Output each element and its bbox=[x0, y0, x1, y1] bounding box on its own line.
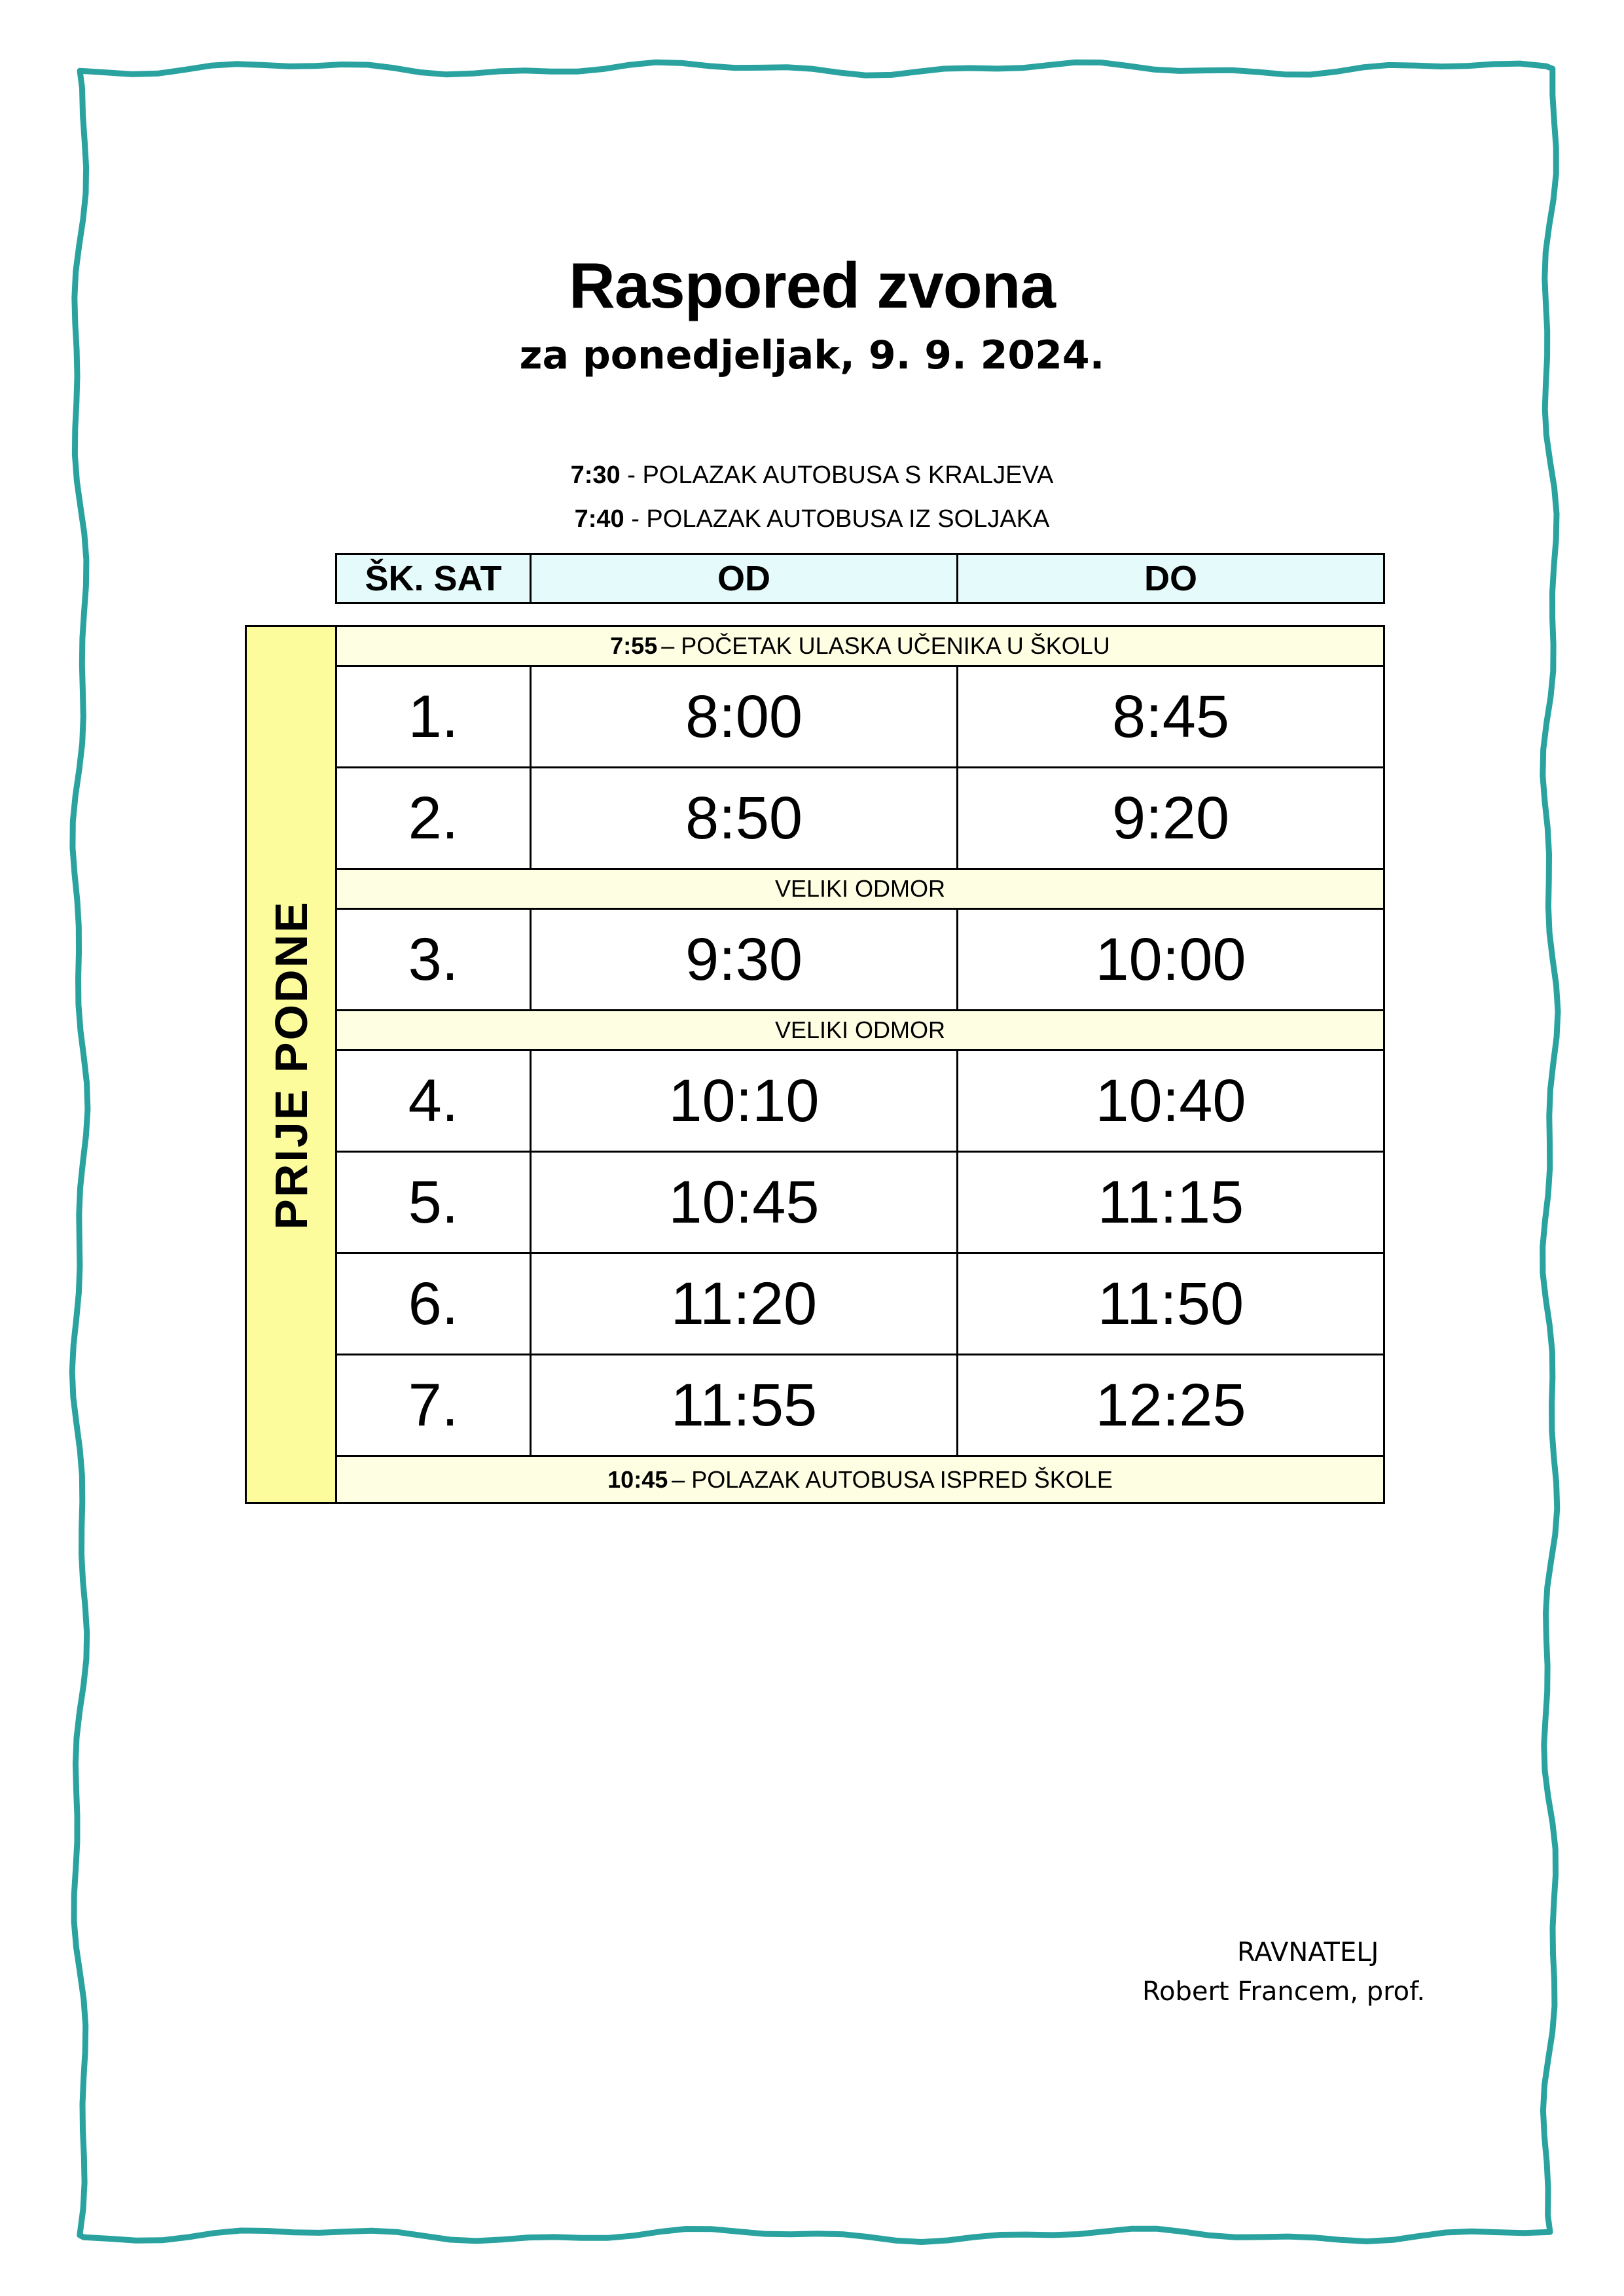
header-from: OD bbox=[530, 553, 958, 604]
period-1-from: 8:00 bbox=[530, 665, 958, 768]
period-6-number: 6. bbox=[335, 1252, 532, 1355]
bus-note-1-text: - POLAZAK AUTOBUSA S KRALJEVA bbox=[620, 461, 1054, 489]
period-7-to: 12:25 bbox=[956, 1354, 1385, 1457]
period-3-number: 3. bbox=[335, 908, 532, 1011]
period-4-to: 10:40 bbox=[956, 1049, 1385, 1153]
bus-note-2-text: - POLAZAK AUTOBUSA IZ SOLJAKA bbox=[624, 505, 1050, 533]
signature-role: RAVNATELJ bbox=[1237, 1937, 1379, 1967]
period-5-from: 10:45 bbox=[530, 1151, 958, 1254]
header-period: ŠK. SAT bbox=[335, 553, 532, 604]
break-row-1: VELIKI ODMOR bbox=[335, 868, 1385, 910]
end-note-time: 10:45 bbox=[607, 1465, 668, 1493]
period-6-to: 11:50 bbox=[956, 1252, 1385, 1355]
signature-name: Robert Francem, prof. bbox=[1142, 1977, 1426, 2007]
side-label-morning bbox=[245, 625, 337, 1504]
end-note-text: – POLAZAK AUTOBUSA ISPRED ŠKOLE bbox=[672, 1465, 1113, 1493]
period-5-number: 5. bbox=[335, 1151, 532, 1254]
period-2-from: 8:50 bbox=[530, 766, 958, 870]
end-note-row bbox=[335, 1455, 1385, 1504]
period-2-number: 2. bbox=[335, 766, 532, 870]
start-note-text: – POČETAK ULASKA UČENIKA U ŠKOLU bbox=[661, 632, 1110, 659]
bus-note-2-time: 7:40 bbox=[574, 505, 624, 533]
start-note-time: 7:55 bbox=[610, 632, 658, 659]
period-4-number: 4. bbox=[335, 1049, 532, 1153]
period-1-number: 1. bbox=[335, 665, 532, 768]
page-title: Raspored zvona bbox=[569, 249, 1055, 321]
period-2-to: 9:20 bbox=[956, 766, 1385, 870]
bus-note-2 bbox=[0, 505, 1624, 533]
period-5-to: 11:15 bbox=[956, 1151, 1385, 1254]
side-label-text: PRIJE PODNE bbox=[265, 899, 317, 1230]
period-4-from: 10:10 bbox=[530, 1049, 958, 1153]
bus-note-1-time: 7:30 bbox=[570, 461, 621, 489]
start-note-row bbox=[335, 625, 1385, 667]
period-7-number: 7. bbox=[335, 1354, 532, 1457]
period-3-to: 10:00 bbox=[956, 908, 1385, 1011]
period-6-from: 11:20 bbox=[530, 1252, 958, 1355]
break-row-2: VELIKI ODMOR bbox=[335, 1009, 1385, 1051]
period-7-from: 11:55 bbox=[530, 1354, 958, 1457]
header-to: DO bbox=[956, 553, 1385, 604]
bus-note-1 bbox=[0, 461, 1624, 490]
period-3-from: 9:30 bbox=[530, 908, 958, 1011]
period-1-to: 8:45 bbox=[956, 665, 1385, 768]
page-subtitle: za ponedjeljak, 9. 9. 2024. bbox=[519, 332, 1105, 378]
